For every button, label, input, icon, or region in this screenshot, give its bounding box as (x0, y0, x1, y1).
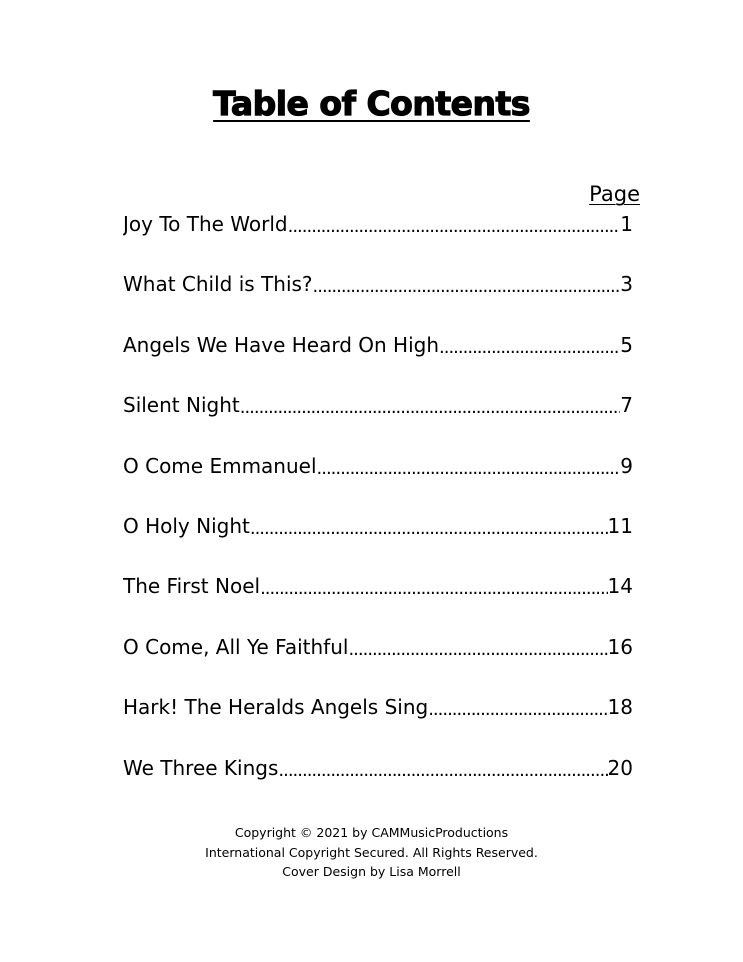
page-title: Table of Contents (213, 84, 530, 123)
copyright-footer (0, 823, 743, 882)
toc-entry-title: Joy To The World (123, 212, 288, 236)
toc-dot-leader (260, 571, 607, 604)
toc-dot-leader (278, 753, 607, 786)
toc-entry (123, 269, 633, 329)
toc-entry-page: 14 (607, 574, 633, 599)
toc-entry-page: 3 (620, 272, 633, 297)
toc-entry-page: 7 (620, 393, 633, 418)
toc-entry-title: The First Noel (123, 574, 261, 599)
toc-entry (123, 330, 633, 390)
page-column-header: Page (589, 182, 640, 206)
toc-entry (123, 511, 633, 571)
toc-entry-title: Hark! The Heralds Angels Sing (123, 695, 429, 720)
toc-entry (123, 692, 633, 752)
toc-dot-leader (428, 692, 607, 725)
toc-entry (123, 571, 633, 631)
toc-dot-leader (317, 451, 621, 484)
toc-entry (123, 753, 633, 813)
toc-entry-title: What Child is This? (123, 272, 313, 297)
toc-entry-title: We Three Kings (123, 755, 279, 780)
toc-entry-title: Angels We Have Heard On High (123, 332, 440, 357)
toc-dot-leader (288, 209, 621, 242)
toc-dot-leader (250, 511, 608, 544)
rights-line: International Copyright Secured. All Rights Reserved. (205, 844, 538, 860)
toc-entry-page: 20 (607, 755, 633, 780)
toc-entry (123, 390, 633, 450)
toc-dot-leader (348, 632, 607, 665)
toc-dot-leader (439, 330, 620, 363)
toc-entry (123, 451, 633, 511)
toc-dot-leader (240, 390, 621, 423)
cover-design-line: Cover Design by Lisa Morrell (282, 864, 461, 879)
toc-entry-title: O Come, All Ye Faithful (123, 634, 349, 659)
toc-entry-page: 1 (620, 212, 633, 236)
toc-entry-page: 16 (607, 634, 633, 659)
toc-entry-page: 9 (620, 453, 633, 478)
toc-entry-title: Silent Night (123, 393, 240, 418)
toc-entry-page: 18 (607, 695, 633, 720)
toc-entry (123, 209, 633, 269)
toc-list (123, 209, 633, 813)
toc-entry (123, 632, 633, 692)
toc-dot-leader (313, 269, 621, 302)
copyright-line: Copyright © 2021 by CAMMusicProductions (234, 825, 509, 840)
toc-entry-title: O Come Emmanuel (123, 453, 317, 478)
toc-entry-title: O Holy Night (123, 513, 250, 538)
toc-entry-page: 11 (607, 513, 633, 538)
toc-entry-page: 5 (620, 332, 633, 357)
